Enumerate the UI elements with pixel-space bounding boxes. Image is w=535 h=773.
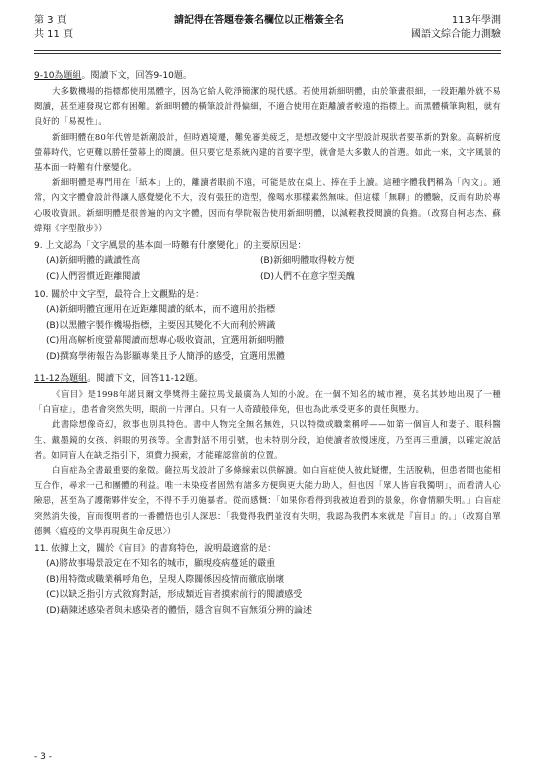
page-content [34,66,501,619]
option-a: (A)新細明體的識讀性高 [46,256,141,267]
page-counter [34,14,73,42]
total-label: 共 11 頁 [34,29,74,40]
section-instruction: 。閱讀下文，回答9-10題。 [81,71,192,81]
option-d: (D)人們不在意字型美醜 [260,271,355,282]
exam-subject: 國語文綜合能力測驗 [411,29,501,40]
section-range: 9-10為題組 [34,71,82,81]
section-range: 11-12為題組 [34,374,88,385]
option-c: (C)以缺乏指引方式敘寫對話，形成類近盲者摸索前行的閱讀感受 [46,590,303,601]
page-header [34,14,501,44]
option-b: (B)用特徵或職業稱呼角色，呈現人際關係因疫情而徹底崩壞 [46,574,285,585]
header-divider [34,50,501,51]
option-b: (B)以黑體字製作機場指標，主要因其變化不大而利於辨識 [46,320,276,331]
header-divider-secondary [34,53,501,54]
signature-notice: 請記得在答題卷簽名欄位以正楷簽全名 [174,15,344,26]
option-c: (C)人們習慣近距離閱讀 [46,271,141,282]
exam-year: 113年學測 [451,15,501,26]
passage-paragraph: 白盲症為全書最重要的象徵。薩拉馬戈設計了多條線索以供解讀。如白盲症使人彼此疑懼，生活脫軌，但患者間也能相互合作，尋求一己和團體的利益。唯一未染疫者固然有諸多方便與更大能力助人，但也因「眾人皆盲我獨明」，而看清人心險惡，甚至為了護衛夥伴安全，不得不手刃施暴者。從而感慨：「如果你看得到我被迫看到的景象，你會情願失明。」白盲症突然消失後，盲而復明者的一番體悟也引人深思：「我覺得我們並沒有失明，我認為我們本來就是『盲目』的。」（改寫自單德興〈瘟疫的文學再現與生命反思〉） [34,465,501,536]
section-instruction: 。閱讀下文，回答11-12題。 [87,374,204,385]
option-b: (B)新細明體取得較方便 [260,256,355,267]
option-d: (D)撰寫學術報告為影顯專業且予人簡淨的感受，宜選用黑體 [46,351,285,362]
exam-info [411,14,501,42]
passage-paragraph: 此書除想像奇幻，敘事也別具特色。書中人物完全無名無姓，只以特徵或職業稱呼——如第一個盲人和妻子、眼科醫生、戴墨鏡的女孩、斜眼的男孩等。全書對話不用引號，也未特別分段，迫使讀者放慢速度，乃至再三重讀，以確定說話者。如同盲人在缺乏指引下，須費力摸索，才能確認當前的位置。 [34,419,501,460]
option-c: (C)用高解析度螢幕閱讀而想專心吸收資訊，宜選用新細明體 [46,336,285,347]
passage-paragraph: 《盲目》是1998年諾貝爾文學獎得主薩拉馬戈最廣為人知的小說。在一個不知名的城市裡，莫名其妙地出現了一種「白盲症」，患者會突然失明，眼前一片渾白。只有一人奇蹟般倖免，但也為此承受更多的責任與壓力。 [34,389,501,415]
option-d: (D)藉陳述感染者與未感染者的體悟，隱含盲與不盲無須分辨的論述 [46,605,312,616]
page-number: - 3 - [34,752,52,762]
option-a: (A)新細明體宜運用在近距離閱讀的紙本，而不適用於指標 [46,305,276,316]
question-9-options-row [34,254,501,270]
section-heading-11-12 [34,371,501,387]
section-heading-9-10 [34,68,501,84]
passage-paragraph: 大多數機場的指標都使用黑體字，因為它給人乾淨簡潔的現代感。若使用新細明體，由於筆畫很細，一段距離外就不易閱讀，甚至連發現它都有困難。新細明體的橫筆設計得偏細，不適合使用在距離讀者較遠的指標上。而黑體橫筆夠粗，就有良好的「易視性」。 [34,86,501,127]
question-9-stem: 9. 上文認為「文字風景的基本面一時難有什麼變化」的主要原因是： [34,241,307,252]
question-10-stem: 10. 關於中文字型，最符合上文觀點的是： [34,290,205,301]
question-9-options-row [34,270,501,286]
passage-paragraph: 新細明體在80年代曾是新潮設計，但時過境遷，難免審美疲乏，是想改變中文字型設計現狀者要革新的對象。高解析度螢幕時代，它更難以勝任螢幕上的閱讀。但只要它是系統內建的首要字型，就會是大多數人的首選。如此一來，文字風景的基本面一時難有什麼變化。 [34,131,501,173]
passage-paragraph: 新細明體是專門用在「紙本」上的，離讀者眼前不遠，可能是放在桌上、捧在手上讀。這種字體我們稱為「內文」。通常，內文字體會設計得讓人感覺變化不大，沒有張狂的造型，像喝水那樣素然無味。但這樣「無聊」的體驗，反而有助於專心吸收資訊。新細明體是很普遍的內文字體，因而有學院報告使用新細明體，以減輕教授閱讀的負擔。（改寫自柯志杰、蘇煒翔《字型散步》） [34,177,501,233]
page-label: 第 3 頁 [34,15,67,26]
question-11-stem: 11. 依據上文，關於《盲目》的書寫特色，說明最適當的是： [34,544,277,555]
option-a: (A)將故事場景設定在不知名的城市，顯現疫病蔓延的嚴重 [46,559,276,570]
